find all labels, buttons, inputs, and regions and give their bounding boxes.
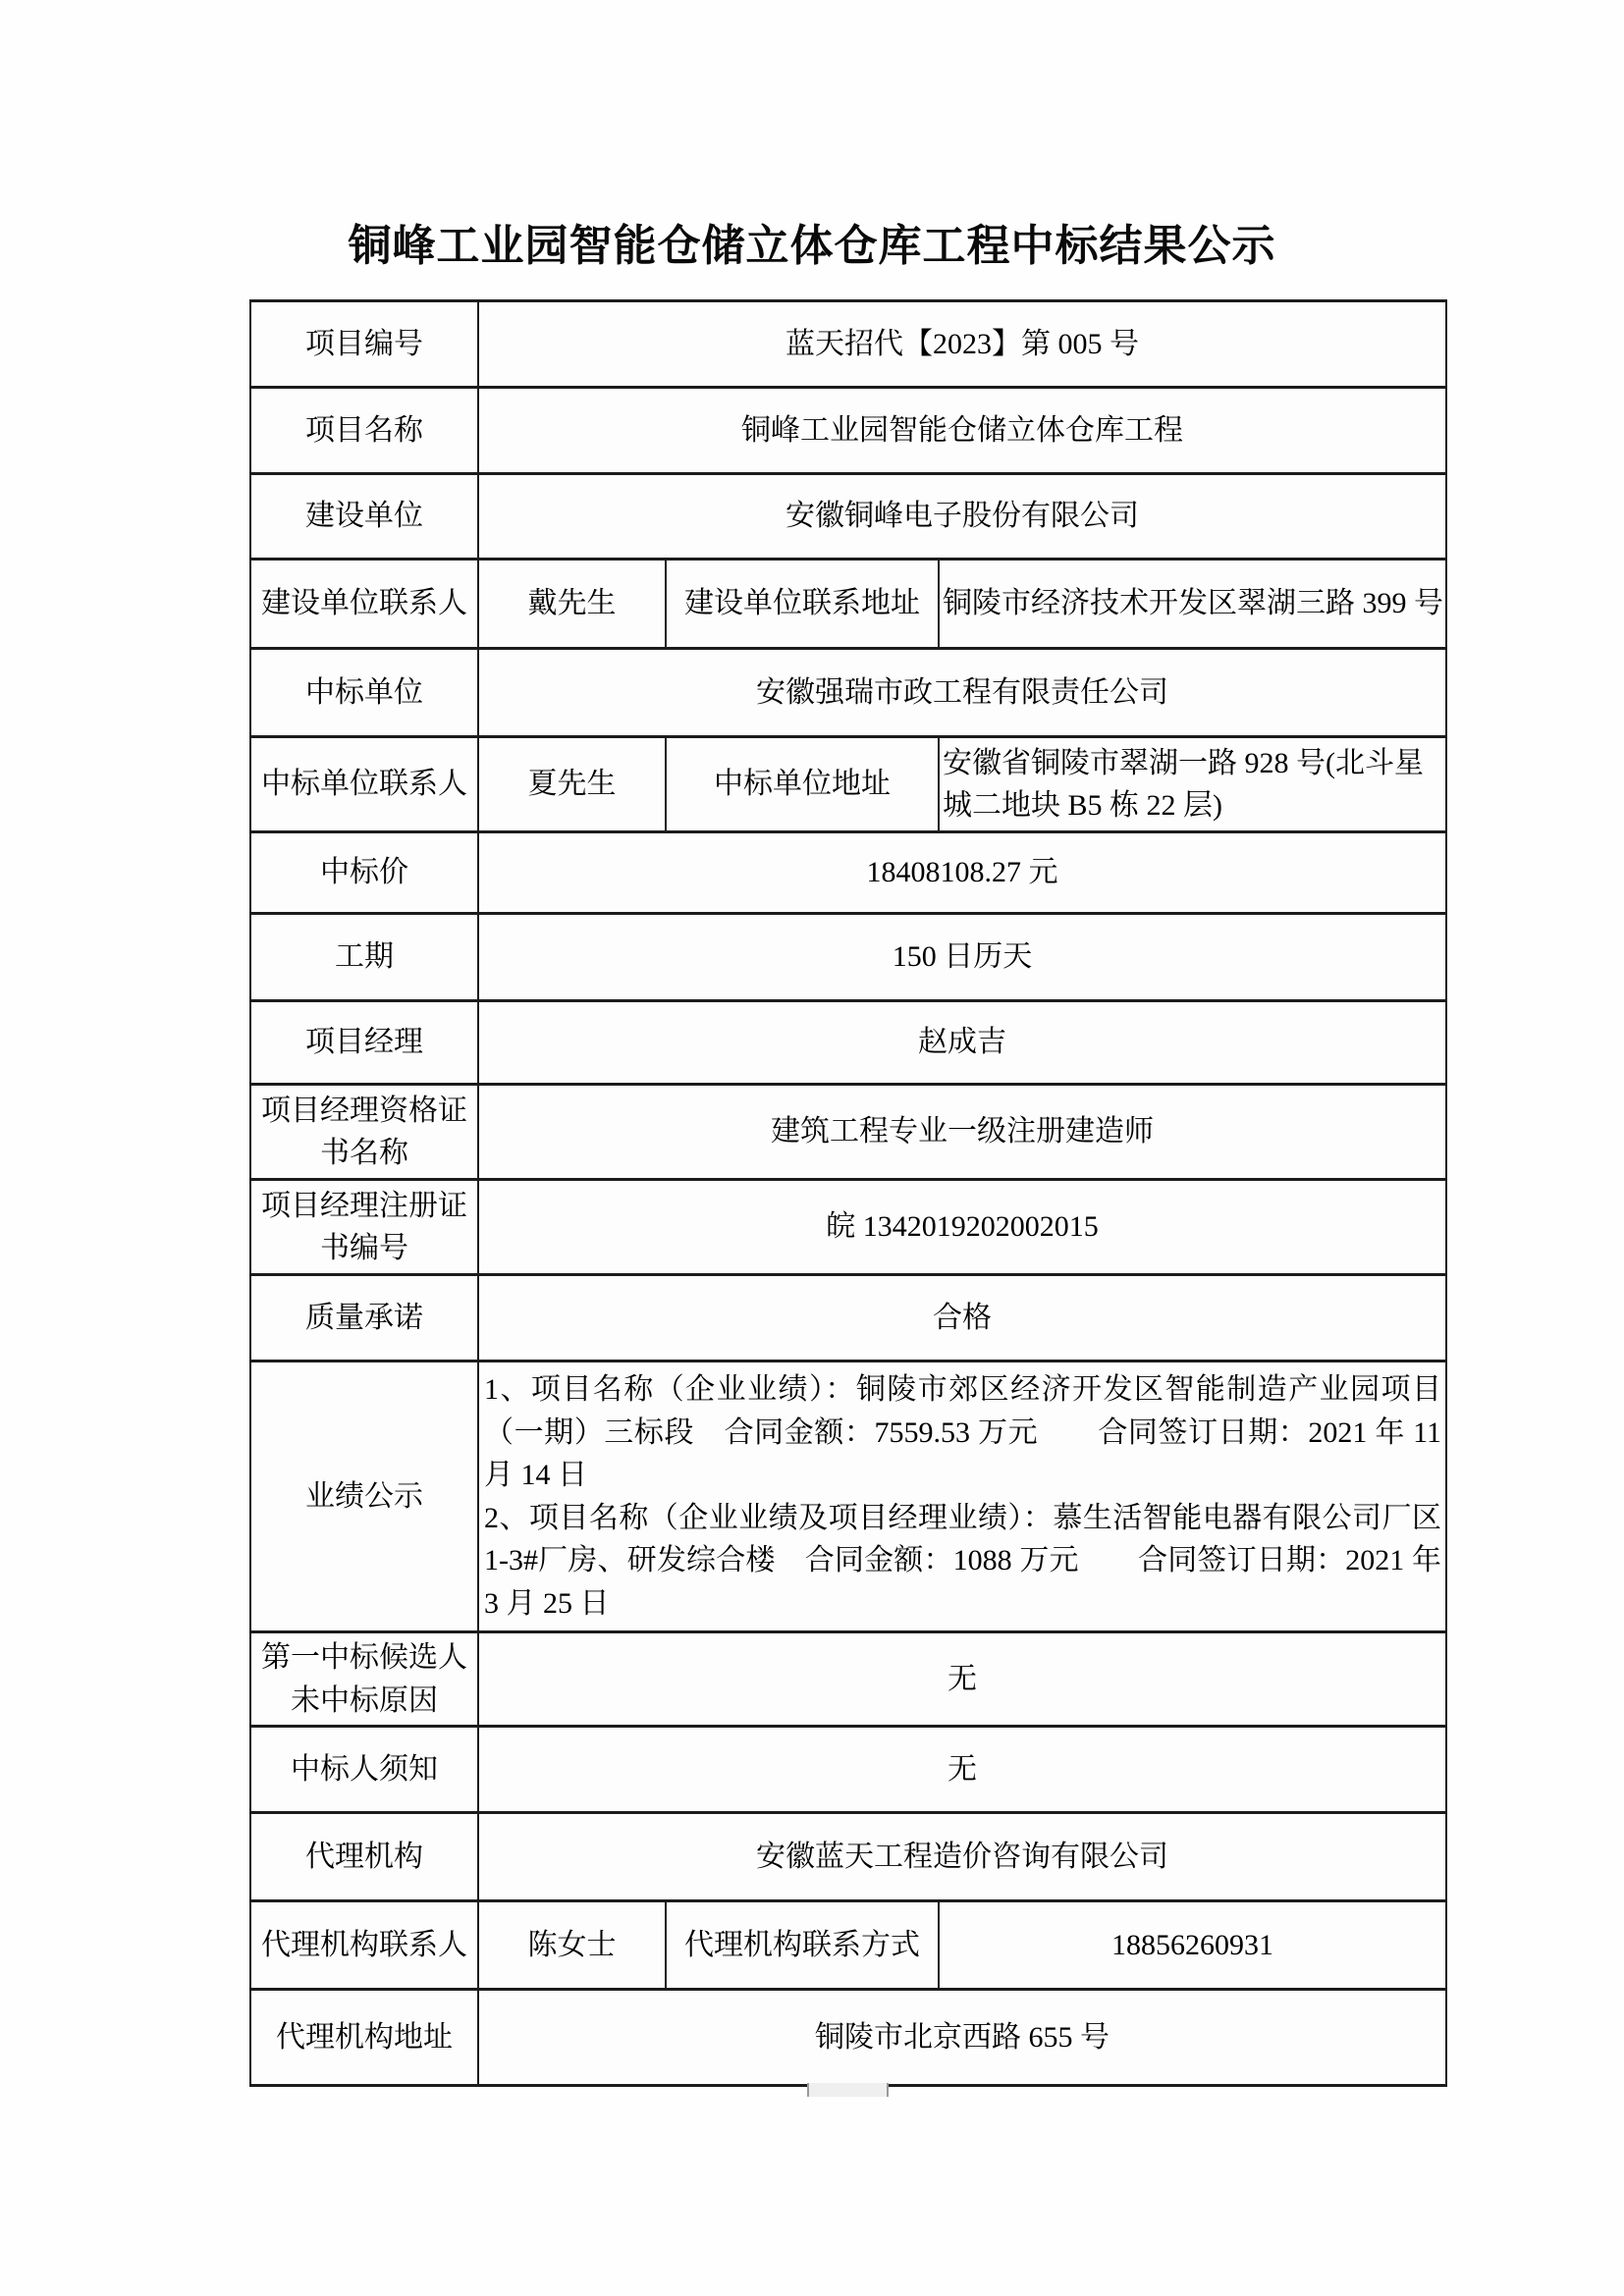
table-row xyxy=(250,1901,1446,1990)
table-row-performance xyxy=(250,1362,1446,1632)
performance-item-1: 1、项目名称（企业业绩）：铜陵市郊区经济开发区智能制造产业园项目（一期）三标段 合同金额：7559.53 万元 合同签订日期：2021 年 11 月 14 日 xyxy=(484,1373,1441,1491)
bid-result-table xyxy=(249,299,1447,2087)
table-row xyxy=(250,560,1446,649)
table-row xyxy=(250,914,1446,1001)
row-label: 项目编号 xyxy=(250,301,478,388)
row-label: 项目名称 xyxy=(250,388,478,474)
row-label: 建设单位联系人 xyxy=(250,560,478,649)
table-row xyxy=(250,1632,1446,1727)
table-row xyxy=(250,649,1446,737)
row-label: 代理机构地址 xyxy=(250,1990,478,2086)
row-value: 建筑工程专业一级注册建造师 xyxy=(478,1085,1446,1180)
table-row xyxy=(250,1990,1446,2086)
row-label: 项目经理注册证书编号 xyxy=(250,1180,478,1275)
row-value-2: 18856260931 xyxy=(939,1901,1446,1990)
row-label: 代理机构联系人 xyxy=(250,1901,478,1990)
row-label: 质量承诺 xyxy=(250,1275,478,1362)
row-label: 中标人须知 xyxy=(250,1727,478,1813)
row-value: 戴先生 xyxy=(478,560,666,649)
row-value xyxy=(478,1362,1446,1632)
table-row xyxy=(250,1085,1446,1180)
table-row xyxy=(250,388,1446,474)
row-label: 中标单位联系人 xyxy=(250,737,478,832)
row-value: 无 xyxy=(478,1727,1446,1813)
row-value: 夏先生 xyxy=(478,737,666,832)
scan-artifact-box xyxy=(807,2083,889,2097)
row-value: 安徽蓝天工程造价咨询有限公司 xyxy=(478,1813,1446,1901)
row-value: 无 xyxy=(478,1632,1446,1727)
table-row xyxy=(250,1180,1446,1275)
row-label: 中标价 xyxy=(250,832,478,914)
row-value: 蓝天招代【2023】第 005 号 xyxy=(478,301,1446,388)
row-label: 建设单位 xyxy=(250,474,478,560)
row-label: 项目经理资格证书名称 xyxy=(250,1085,478,1180)
table-row xyxy=(250,301,1446,388)
row-value: 皖 1342019202002015 xyxy=(478,1180,1446,1275)
table-row xyxy=(250,1275,1446,1362)
row-label: 工期 xyxy=(250,914,478,1001)
row-value: 安徽强瑞市政工程有限责任公司 xyxy=(478,649,1446,737)
row-label-2: 建设单位联系地址 xyxy=(666,560,939,649)
row-value: 铜峰工业园智能仓储立体仓库工程 xyxy=(478,388,1446,474)
page-title: 铜峰工业园智能仓储立体仓库工程中标结果公示 xyxy=(348,222,1276,270)
table-row xyxy=(250,1727,1446,1813)
table-row xyxy=(250,1813,1446,1901)
table-row xyxy=(250,474,1446,560)
row-value: 合格 xyxy=(478,1275,1446,1362)
row-value: 安徽铜峰电子股份有限公司 xyxy=(478,474,1446,560)
row-label: 中标单位 xyxy=(250,649,478,737)
row-label: 代理机构 xyxy=(250,1813,478,1901)
row-label: 第一中标候选人未中标原因 xyxy=(250,1632,478,1727)
performance-item-2: 2、项目名称（企业业绩及项目经理业绩）：慕生活智能电器有限公司厂区 1-3#厂房、研发综合楼 合同金额：1088 万元 合同签订日期：2021 年 3 月 25 日 xyxy=(484,1501,1441,1620)
row-value: 150 日历天 xyxy=(478,914,1446,1001)
row-value: 陈女士 xyxy=(478,1901,666,1990)
row-label-2: 代理机构联系方式 xyxy=(666,1901,939,1990)
row-label: 项目经理 xyxy=(250,1001,478,1085)
row-value-2: 铜陵市经济技术开发区翠湖三路 399 号 xyxy=(939,560,1446,649)
table-row xyxy=(250,1001,1446,1085)
row-value: 铜陵市北京西路 655 号 xyxy=(478,1990,1446,2086)
row-value-2: 安徽省铜陵市翠湖一路 928 号(北斗星城二地块 B5 栋 22 层) xyxy=(939,737,1446,832)
row-label: 业绩公示 xyxy=(250,1362,478,1632)
row-label-2: 中标单位地址 xyxy=(666,737,939,832)
table-row xyxy=(250,832,1446,914)
row-value: 赵成吉 xyxy=(478,1001,1446,1085)
table-row xyxy=(250,737,1446,832)
row-value: 18408108.27 元 xyxy=(478,832,1446,914)
